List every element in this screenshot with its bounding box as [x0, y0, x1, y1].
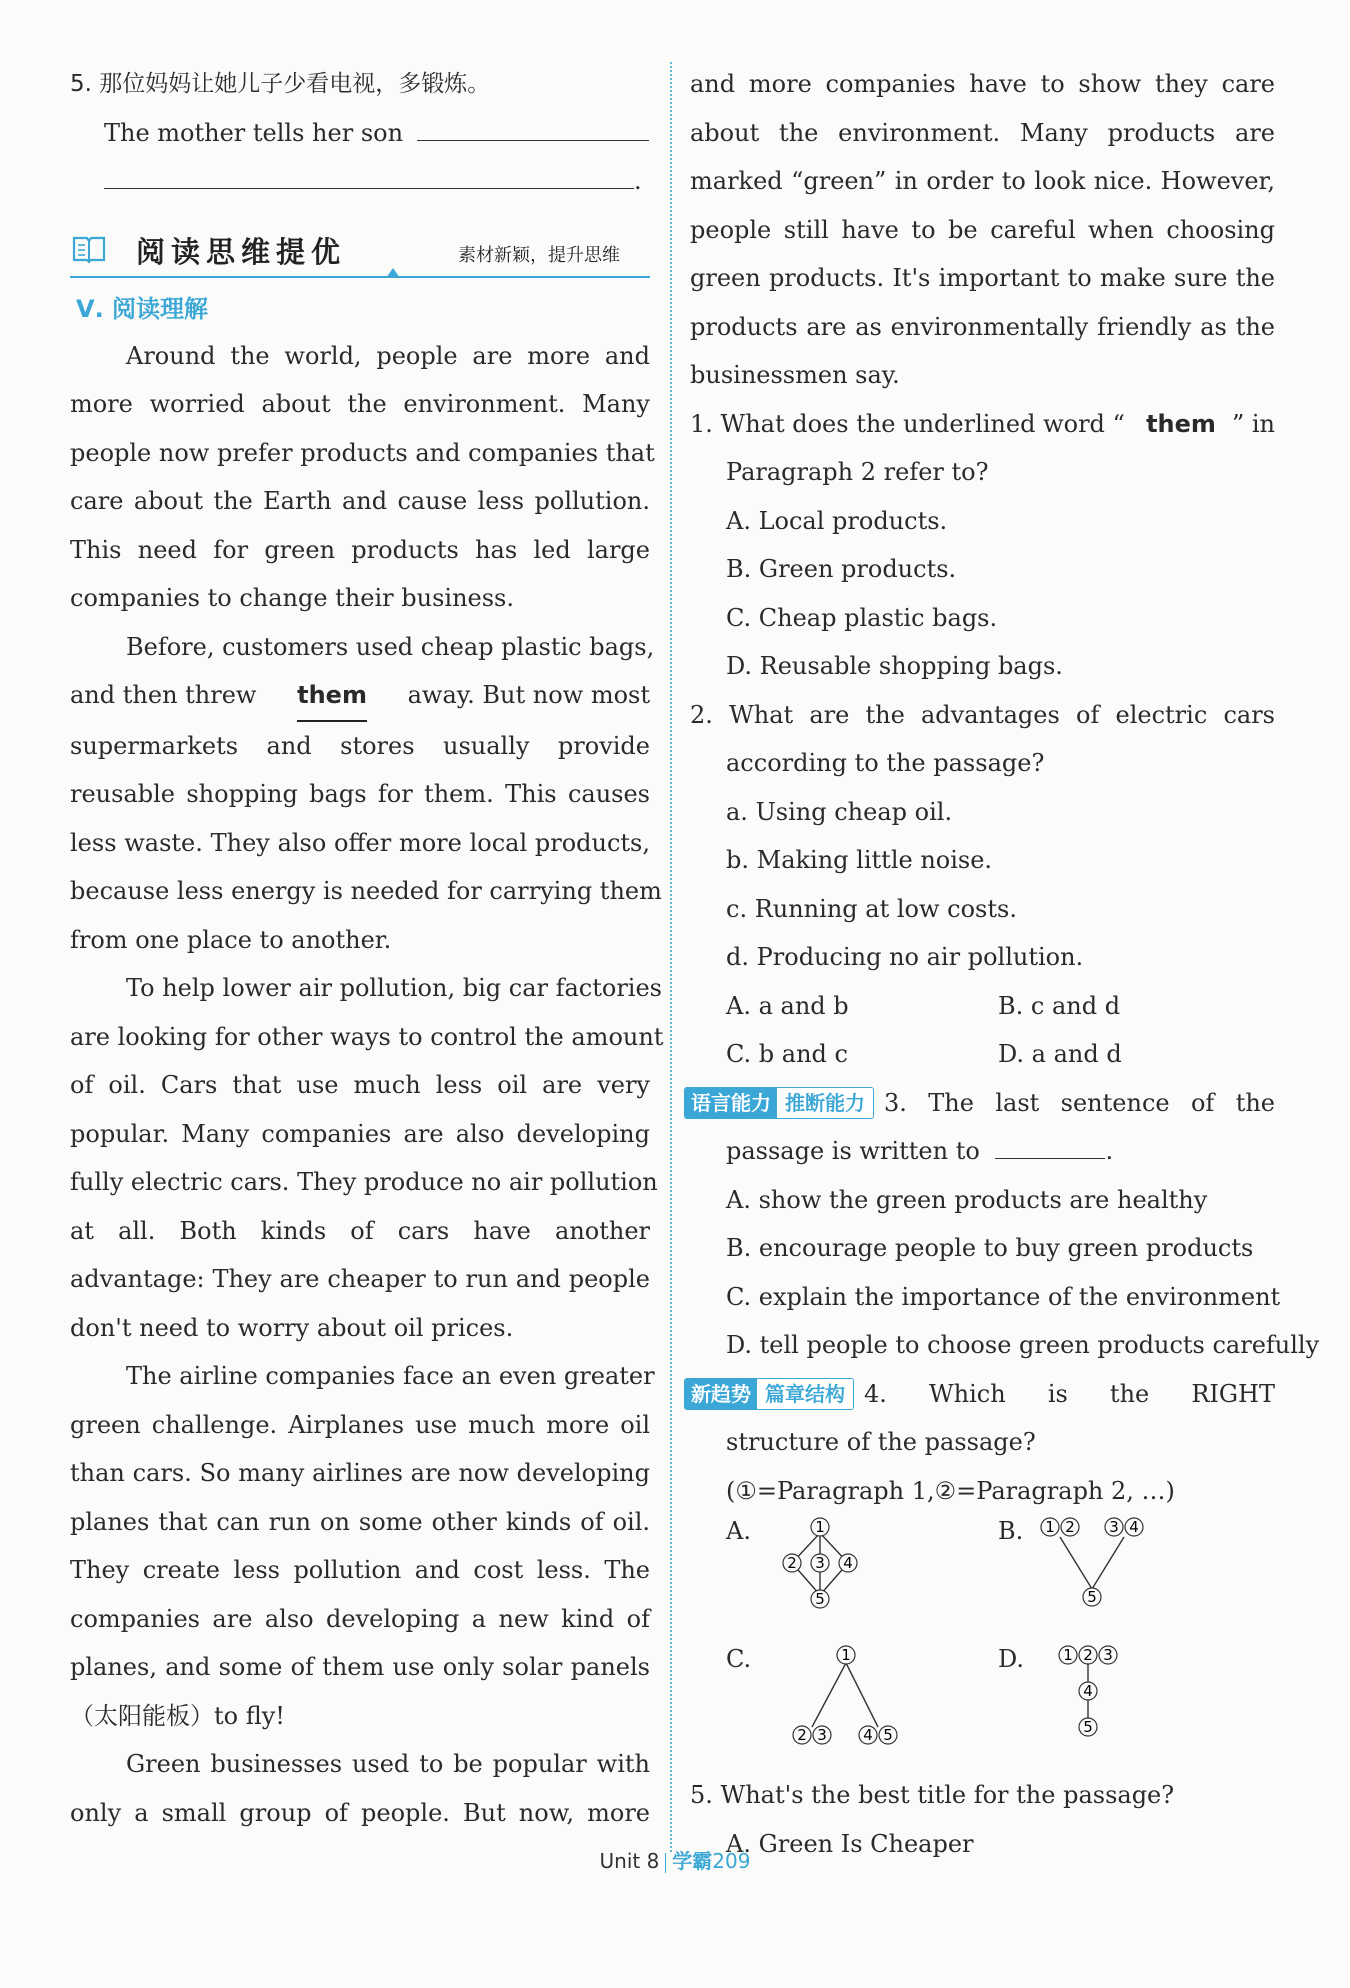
paragraph-5-start: [70, 1740, 650, 1837]
svg-text:5: 5: [883, 1726, 893, 1744]
option-1b[interactable]: B. Green products.: [726, 555, 957, 583]
passage-line: Around the world, people are more and: [126, 341, 650, 370]
page-number: 209: [712, 1849, 751, 1873]
passage-line: businessmen say.: [690, 361, 900, 389]
passage-line: To help lower air pollution, big car factories: [126, 974, 662, 1002]
structure-label-c[interactable]: C.: [726, 1645, 752, 1673]
structure-label-a[interactable]: A.: [726, 1517, 751, 1545]
svg-text:4: 4: [843, 1554, 853, 1572]
underlined-word-them: them: [297, 671, 367, 722]
option-row-ab: [690, 982, 1275, 1031]
passage-line: advantage: They are cheaper to run and people: [70, 1265, 650, 1293]
passage-line: popular. Many companies are also developing: [70, 1119, 650, 1148]
structure-row-cd: [726, 1643, 1275, 1771]
option-2d[interactable]: D. a and d: [998, 1040, 1122, 1068]
section-title: 阅读思维提优: [136, 234, 347, 269]
answer-blank-2[interactable]: [104, 162, 634, 189]
passage-line: care about the Earth and cause less pollution.: [70, 487, 650, 515]
paragraph-4: [70, 1352, 655, 1740]
option-row-cd: [690, 1030, 1275, 1079]
triangle-marker-icon: [386, 268, 400, 278]
question-2-stem-2: according to the passage?: [726, 749, 1045, 777]
paragraph-3: [70, 964, 664, 1352]
statement-c: c. Running at low costs.: [726, 894, 1017, 923]
svg-text:1: 1: [1045, 1518, 1055, 1536]
section-header: [70, 228, 650, 278]
passage-line: fully electric cars. They produce no air pollution: [70, 1168, 658, 1196]
tag-label: 篇章结构: [757, 1379, 853, 1409]
quoted-word-them: them: [1146, 409, 1216, 438]
svg-text:1: 1: [841, 1646, 851, 1664]
answer-blank-1[interactable]: [417, 114, 649, 141]
question-1: [690, 400, 1275, 691]
paragraph-1: [70, 332, 655, 623]
passage-line: This need for green products has led large: [70, 535, 650, 564]
option-3b[interactable]: B. encourage people to buy green products: [726, 1234, 1254, 1262]
question-2: [690, 691, 1275, 1079]
structure-diagram-b: [1036, 1515, 1156, 1635]
svg-text:3: 3: [1103, 1646, 1113, 1664]
question-2-stem: 2. What are the advantages of electric cars: [690, 700, 1275, 729]
answer-period: .: [634, 167, 642, 195]
passage-line: because less energy is needed for carrying them: [70, 877, 662, 905]
question-4: [690, 1370, 1275, 1772]
svg-text:2: 2: [787, 1554, 797, 1572]
paragraph-2: [70, 623, 662, 965]
structure-diagram-a: [760, 1515, 880, 1635]
question-1-stem: [690, 400, 1275, 449]
svg-text:3: 3: [815, 1554, 825, 1572]
svg-text:4: 4: [1083, 1682, 1093, 1700]
passage-text: away. But now most: [407, 681, 650, 709]
passage-line: green products. It's important to make sure the: [690, 264, 1275, 292]
footer-unit: Unit 8: [599, 1849, 660, 1873]
book-icon: [72, 234, 106, 264]
paragraph-5-end: [690, 60, 1275, 400]
svg-text:1: 1: [1063, 1646, 1073, 1664]
passage-line: marked “green” in order to look nice. However,: [690, 167, 1275, 195]
right-column: [690, 60, 1320, 1868]
passage-line: people still have to be careful when choosing: [690, 215, 1275, 244]
passage-line: green challenge. Airplanes use much more oil: [70, 1410, 650, 1439]
passage-line: Before, customers used cheap plastic bags,: [126, 632, 655, 661]
question-text: 1. What does the underlined word “: [690, 409, 1125, 438]
structure-label-d[interactable]: D.: [998, 1645, 1025, 1673]
option-3c[interactable]: C. explain the importance of the environment: [726, 1282, 1281, 1311]
option-2a[interactable]: A. a and b: [726, 991, 849, 1020]
passage-line: don't need to worry about oil prices.: [70, 1313, 514, 1342]
passage-line: people now prefer products and companies that: [70, 438, 655, 467]
passage-line: planes that can run on some other kinds of oil.: [70, 1507, 650, 1536]
option-3a[interactable]: A. show the green products are healthy: [726, 1185, 1208, 1214]
question-1-stem-2: Paragraph 2 refer to?: [726, 458, 989, 486]
question-text: 4. Which is the RIGHT: [864, 1379, 1275, 1408]
passage-line: planes, and some of them use only solar panels: [70, 1653, 650, 1681]
question-text: ” in: [1231, 409, 1275, 438]
svg-text:2: 2: [797, 1726, 807, 1744]
passage-line: products are as environmentally friendly as the: [690, 312, 1275, 341]
svg-text:3: 3: [817, 1726, 827, 1744]
option-2c[interactable]: C. b and c: [726, 1040, 848, 1068]
structure-diagram-c: [760, 1643, 900, 1763]
passage-line: from one place to another.: [70, 925, 392, 954]
svg-text:4: 4: [1129, 1518, 1139, 1536]
option-3d[interactable]: D. tell people to choose green products carefully: [726, 1331, 1320, 1359]
passage-line: at all. Both kinds of cars have another: [70, 1216, 650, 1245]
passage-line: about the environment. Many products are: [690, 118, 1275, 147]
passage-line: and more companies have to show they care: [690, 70, 1275, 98]
passage-line: reusable shopping bags for them. This causes: [70, 780, 650, 808]
option-1d[interactable]: D. Reusable shopping bags.: [726, 652, 1063, 680]
page-footer: [0, 1845, 1350, 1874]
passage-line: They create less pollution and cost less. The: [70, 1556, 650, 1584]
question-3: [690, 1079, 1320, 1370]
passage-line: are looking for other ways to control the amount: [70, 1022, 664, 1051]
passage-line-with-them: [70, 671, 650, 722]
structure-diagram-d: [1036, 1643, 1156, 1763]
footer-brand: 学霸: [672, 1849, 713, 1873]
answer-blank-q3[interactable]: [995, 1132, 1105, 1159]
passage-line: less waste. They also offer more local products,: [70, 828, 650, 857]
passage-line: companies to change their business.: [70, 584, 514, 612]
passage-line: only a small group of people. But now, more: [70, 1798, 650, 1827]
svg-text:3: 3: [1109, 1518, 1119, 1536]
blank-period: .: [1105, 1137, 1114, 1165]
translation-answer-line-1: [70, 109, 650, 158]
question-4-stem: [690, 1370, 1275, 1419]
tag-label: 推断能力: [777, 1088, 873, 1118]
option-5a[interactable]: A. Green Is Cheaper: [726, 1829, 974, 1858]
structure-row-ab: [726, 1515, 1275, 1643]
skill-tag-trend: [684, 1378, 854, 1410]
passage-line: supermarkets and stores usually provide: [70, 731, 650, 760]
question-4-stem-2: structure of the passage?: [726, 1428, 1036, 1456]
option-2b[interactable]: B. c and d: [998, 991, 1121, 1020]
svg-text:5: 5: [1087, 1588, 1097, 1606]
translation-prompt: The mother tells her son: [104, 118, 404, 147]
passage-line: of oil. Cars that use much less oil are very: [70, 1071, 650, 1099]
question-4-key: (①=Paragraph 1,②=Paragraph 2, …): [726, 1476, 1175, 1505]
statement-b: b. Making little noise.: [726, 846, 993, 874]
passage-line: than cars. So many airlines are now developing: [70, 1459, 650, 1487]
question-text: passage is written to: [726, 1137, 980, 1165]
translation-question-5: 5. 那位妈妈让她儿子少看电视，多锻炼。: [70, 71, 491, 97]
svg-text:5: 5: [1083, 1718, 1093, 1736]
footer-separator: [665, 1853, 666, 1873]
svg-text:2: 2: [1065, 1518, 1075, 1536]
statement-a: a. Using cheap oil.: [726, 797, 953, 826]
passage-line: （太阳能板）to fly!: [70, 1701, 285, 1730]
svg-text:4: 4: [863, 1726, 873, 1744]
left-column: [70, 60, 664, 1837]
svg-text:1: 1: [815, 1518, 825, 1536]
question-text: 3. The last sentence of the: [884, 1088, 1275, 1117]
column-divider: [670, 62, 672, 1852]
part-heading: Ⅴ. 阅读理解: [76, 294, 209, 323]
passage-line: more worried about the environment. Many: [70, 390, 650, 418]
svg-text:2: 2: [1083, 1646, 1093, 1664]
translation-answer-line-2: [70, 157, 650, 206]
question-5-stem: 5. What's the best title for the passage?: [690, 1781, 1175, 1809]
option-1a[interactable]: A. Local products.: [726, 506, 948, 535]
passage-text: and then threw: [70, 681, 257, 709]
structure-label-b[interactable]: B.: [998, 1517, 1024, 1545]
svg-text:5: 5: [815, 1590, 825, 1608]
passage-line: Green businesses used to be popular with: [126, 1750, 650, 1778]
tag-label: 语言能力: [685, 1088, 777, 1118]
tag-label: 新趋势: [685, 1379, 757, 1409]
question-3-stem-2: [690, 1127, 1275, 1176]
question-3-stem: [690, 1079, 1275, 1128]
section-subtitle: 素材新颖，提升思维: [458, 244, 620, 266]
passage-line: companies are also developing a new kind of: [70, 1604, 650, 1633]
statement-d: d. Producing no air pollution.: [726, 943, 1084, 971]
option-1c[interactable]: C. Cheap plastic bags.: [726, 603, 998, 632]
skill-tag-language: [684, 1087, 874, 1119]
passage-line: The airline companies face an even greater: [126, 1362, 655, 1390]
